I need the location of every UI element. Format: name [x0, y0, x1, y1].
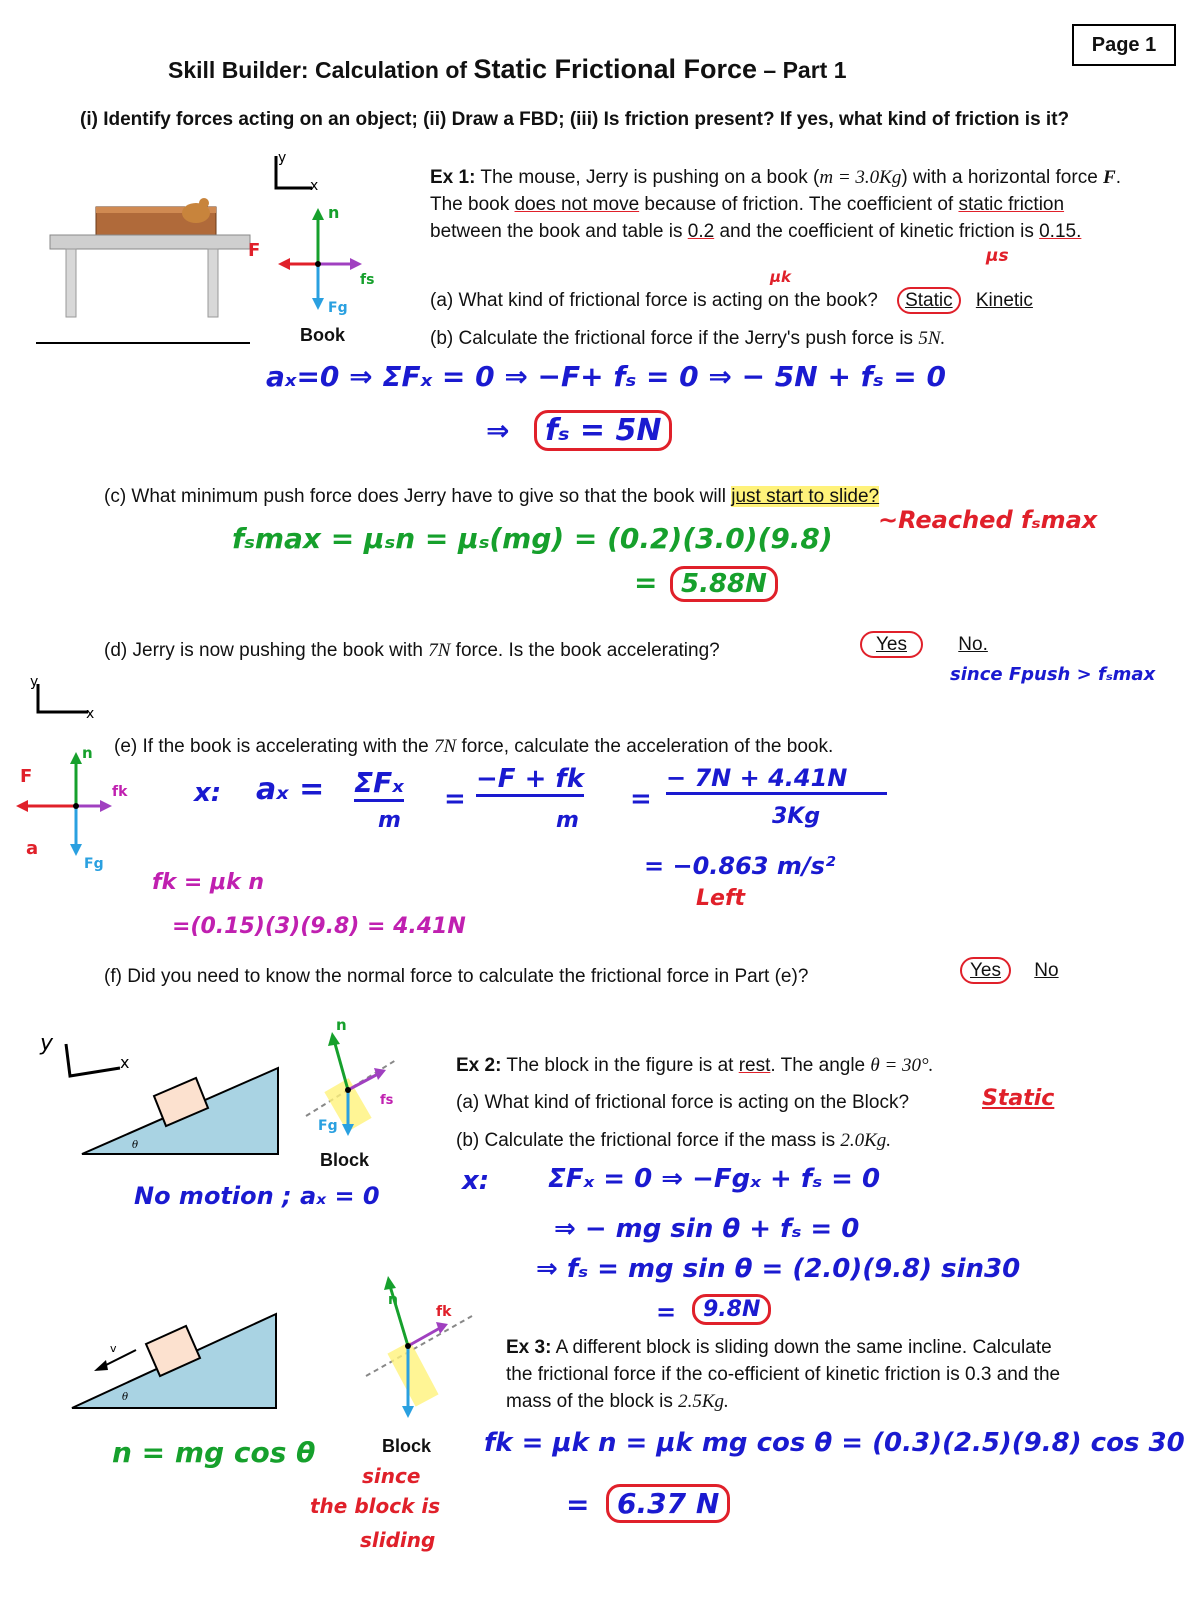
axes-icon-ex1e — [24, 676, 104, 726]
ex1-e-fk-line1: fk = μk n — [152, 870, 265, 895]
ex1-force-symbol: F — [1103, 167, 1116, 188]
ex1-qc-text: (c) What minimum push force does Jerry have to give so that the book will — [104, 486, 732, 507]
svg-text:x: x — [310, 178, 319, 194]
ex1-qa-option-static: Static — [897, 287, 961, 314]
ex1-qe-text: (e) If the book is accelerating with the — [114, 736, 434, 757]
ex2-a-answer: Static — [982, 1086, 1055, 1111]
ex2-no-motion: No motion ; aₓ = 0 — [134, 1182, 380, 1210]
ex1-e-den2: m — [556, 808, 579, 833]
svg-text:θ: θ — [132, 1140, 139, 1151]
ex1-qf-option-yes: Yes — [960, 957, 1011, 984]
ex1-c-work-line1: fₛmax = μₛn = μₛ(mg) = (0.2)(3.0)(9.8) — [232, 522, 833, 555]
ex1-b-answer-box: fₛ = 5N — [534, 410, 672, 451]
ex1-e-fk-line2: =(0.15)(3)(9.8) = 4.41N — [172, 914, 466, 939]
ex1-qf-options — [960, 960, 1059, 982]
ex1-c-reached-note: ~Reached fₛmax — [878, 506, 1098, 534]
ex2-qb-value: 2.0Kg. — [840, 1130, 892, 1151]
ex1-qe-value: 7N — [434, 736, 457, 757]
ex2-question-b — [456, 1130, 891, 1152]
ex3-label: Ex 3: — [506, 1337, 552, 1358]
ex1-c-work-eq: = — [634, 566, 658, 599]
svg-text:x: x — [86, 706, 95, 722]
ex3-work-line1: fk = μk n = μk mg cos θ = (0.3)(2.5)(9.8) cos 30 — [484, 1428, 1185, 1458]
ex2-qb-text: (b) Calculate the frictional force if the mass is — [456, 1130, 841, 1151]
svg-text:n: n — [336, 1016, 347, 1034]
ex2-label: Ex 2: — [456, 1055, 502, 1076]
page-title — [168, 54, 847, 85]
ex1-d-reason: since Fpush > fₛmax — [950, 664, 1156, 685]
ex1-text-2: ) with a horizontal force — [901, 167, 1104, 188]
ex1-e-eq1: = — [444, 784, 466, 814]
ex1-static-friction: static friction — [958, 194, 1065, 215]
ex1-qe-text-2: force, calculate the acceleration of the book. — [456, 736, 834, 757]
svg-text:n: n — [328, 203, 340, 222]
ex1-qd-text: (d) Jerry is now pushing the book with — [104, 640, 429, 661]
title-part-c: – Part 1 — [757, 57, 847, 83]
ex2-rest: rest — [738, 1055, 771, 1076]
svg-text:v: v — [110, 1342, 117, 1355]
ex1-question-a — [430, 290, 1033, 312]
svg-text:y: y — [40, 1031, 54, 1056]
svg-text:fk: fk — [112, 784, 128, 800]
ex3-work-eq: = — [566, 1488, 590, 1521]
ex1-e-ax: aₓ = — [256, 772, 325, 807]
ex1-qd-option-yes: Yes — [860, 631, 923, 658]
ex1-qf-option-no: No — [1034, 960, 1059, 981]
incline-with-block-ex2 — [80, 1064, 280, 1160]
svg-text:fk: fk — [436, 1304, 452, 1320]
ex1-e-num1: ΣFₓ — [354, 766, 404, 802]
svg-text:fs: fs — [360, 272, 375, 288]
ex1-qd-value: 7N — [428, 640, 451, 661]
title-part-a: Skill Builder: Calculation of — [168, 57, 474, 83]
table-figure — [36, 205, 256, 355]
fbd-book — [246, 196, 386, 326]
svg-text:y: y — [30, 674, 39, 690]
mu-k-annotation: μk — [770, 268, 792, 286]
intro-instructions: (i) Identify forces acting on an object; (ii) Draw a FBD; (iii) Is friction present? If yes, what kind of friction is it? — [80, 109, 1070, 130]
ex2-text-2: . The angle — [770, 1055, 871, 1076]
ex1-qd-text-2: force. Is the book accelerating? — [450, 640, 720, 661]
ex3-since-line1: since — [362, 1464, 421, 1488]
ex2-problem-text — [456, 1052, 1116, 1079]
svg-text:θ: θ — [122, 1392, 129, 1403]
ex1-text-4: because of friction. The coefficient of — [639, 194, 959, 215]
ex1-text-5: between the book and table is — [430, 221, 688, 242]
ex1-text-6: and the coefficient of kinetic friction is — [714, 221, 1040, 242]
svg-text:Fg: Fg — [84, 856, 104, 872]
svg-text:n: n — [82, 744, 93, 762]
ex1-qb-text: (b) Calculate the frictional force if the Jerry's push force is — [430, 328, 919, 349]
ex1-c-answer-box: 5.88N — [670, 566, 778, 602]
ex3-text: A different block is sliding down the same incline. Calculate the frictional force if the co-efficient of kinetic friction is 0.3 and the mass of the block is — [506, 1337, 1061, 1412]
ex1-problem-text — [430, 164, 1130, 245]
ex1-b-work-arrow: ⇒ — [486, 414, 510, 447]
ex2-angle: θ = 30°. — [870, 1055, 934, 1076]
ex1-qd-option-no: No. — [958, 634, 988, 655]
svg-text:n: n — [388, 1292, 398, 1308]
ex1-e-den1: m — [378, 808, 401, 833]
ex1-e-left-note: Left — [696, 886, 746, 911]
svg-text:F: F — [248, 240, 261, 261]
ex1-e-result: = −0.863 m/s² — [644, 852, 836, 880]
axes-icon-ex1 — [268, 148, 328, 198]
ex2-work-line2: ⇒ − mg sin θ + fₛ = 0 — [554, 1214, 860, 1244]
ex2-question-a: (a) What kind of frictional force is acting on the Block? — [456, 1092, 910, 1113]
ex1-label: Ex 1: — [430, 167, 476, 188]
page-number-box: Page 1 — [1072, 24, 1176, 66]
ex1-mu-k-value: 0.15. — [1039, 221, 1082, 242]
ex3-since-line3: sliding — [360, 1528, 436, 1552]
ex2-work-line1: ΣFₓ = 0 ⇒ −Fgₓ + fₛ = 0 — [548, 1164, 881, 1194]
ex2-text-1: The block in the figure is at — [501, 1055, 739, 1076]
svg-text:Fg: Fg — [318, 1118, 338, 1134]
ex1-qc-highlight: just start to slide? — [731, 486, 880, 507]
ex1-question-d — [104, 640, 720, 662]
ex2-work-line3: ⇒ fₛ = mg sin θ = (2.0)(9.8) sin30 — [536, 1254, 1021, 1284]
svg-text:a: a — [26, 838, 39, 859]
mu-s-annotation: μs — [986, 246, 1009, 266]
ex1-qa-option-kinetic: Kinetic — [975, 290, 1033, 311]
ex1-b-work-line1: aₓ=0 ⇒ ΣFₓ = 0 ⇒ −F+ fₛ = 0 ⇒ − 5N + fₛ = 0 — [266, 360, 946, 393]
ex1-mass: m = 3.0Kg — [819, 167, 902, 188]
ex1-e-num2: −F + fk — [476, 764, 584, 797]
ex3-block-label: Block — [382, 1436, 432, 1456]
ex2-block-label: Block — [320, 1150, 370, 1170]
book-label: Book — [300, 325, 345, 345]
ex1-e-den3: 3Kg — [772, 804, 821, 829]
ex1-qd-options — [860, 634, 988, 656]
svg-text:F: F — [20, 766, 33, 787]
ex3-since-line2: the block is — [310, 1494, 441, 1518]
ex3-problem-text — [506, 1334, 1066, 1415]
svg-text:y: y — [278, 150, 287, 166]
incline-with-block-ex3 — [70, 1310, 280, 1414]
ex1-e-x: x: — [194, 778, 222, 808]
svg-text:fs: fs — [380, 1093, 394, 1108]
ex1-question-c — [104, 486, 879, 508]
title-part-b: Static Frictional Force — [473, 54, 758, 84]
ex1-text-3: . The book — [430, 167, 1122, 215]
svg-text:x: x — [120, 1053, 130, 1072]
ex1-e-num3: − 7N + 4.41N — [666, 764, 887, 795]
ex1-e-eq2: = — [630, 784, 652, 814]
ex1-qa-text: (a) What kind of frictional force is acting on the book? — [430, 290, 878, 311]
ex1-question-f: (f) Did you need to know the normal force to calculate the frictional force in Part (e)? — [104, 966, 809, 987]
svg-text:Fg: Fg — [328, 300, 348, 316]
ex2-x: x: — [462, 1166, 490, 1196]
ex1-text-1: The mouse, Jerry is pushing on a book ( — [480, 167, 820, 188]
fbd-block-ex3 — [360, 1260, 480, 1440]
ex3-normal-force: n = mg cos θ — [112, 1436, 316, 1469]
ex3-mass: 2.5Kg. — [678, 1391, 729, 1412]
ex1-qb-value: 5N. — [918, 328, 946, 349]
ex2-answer-box: 9.8N — [692, 1294, 771, 1325]
ex1-question-b — [430, 328, 945, 350]
ex2-work-eq: = — [656, 1298, 677, 1326]
fbd-block-ex2 — [296, 1010, 406, 1150]
ex1-question-e — [114, 736, 833, 758]
ex3-answer-box: 6.37 N — [606, 1484, 730, 1523]
ex1-does-not-move: does not move — [514, 194, 640, 215]
ex1-mu-s-value: 0.2 — [687, 221, 715, 242]
